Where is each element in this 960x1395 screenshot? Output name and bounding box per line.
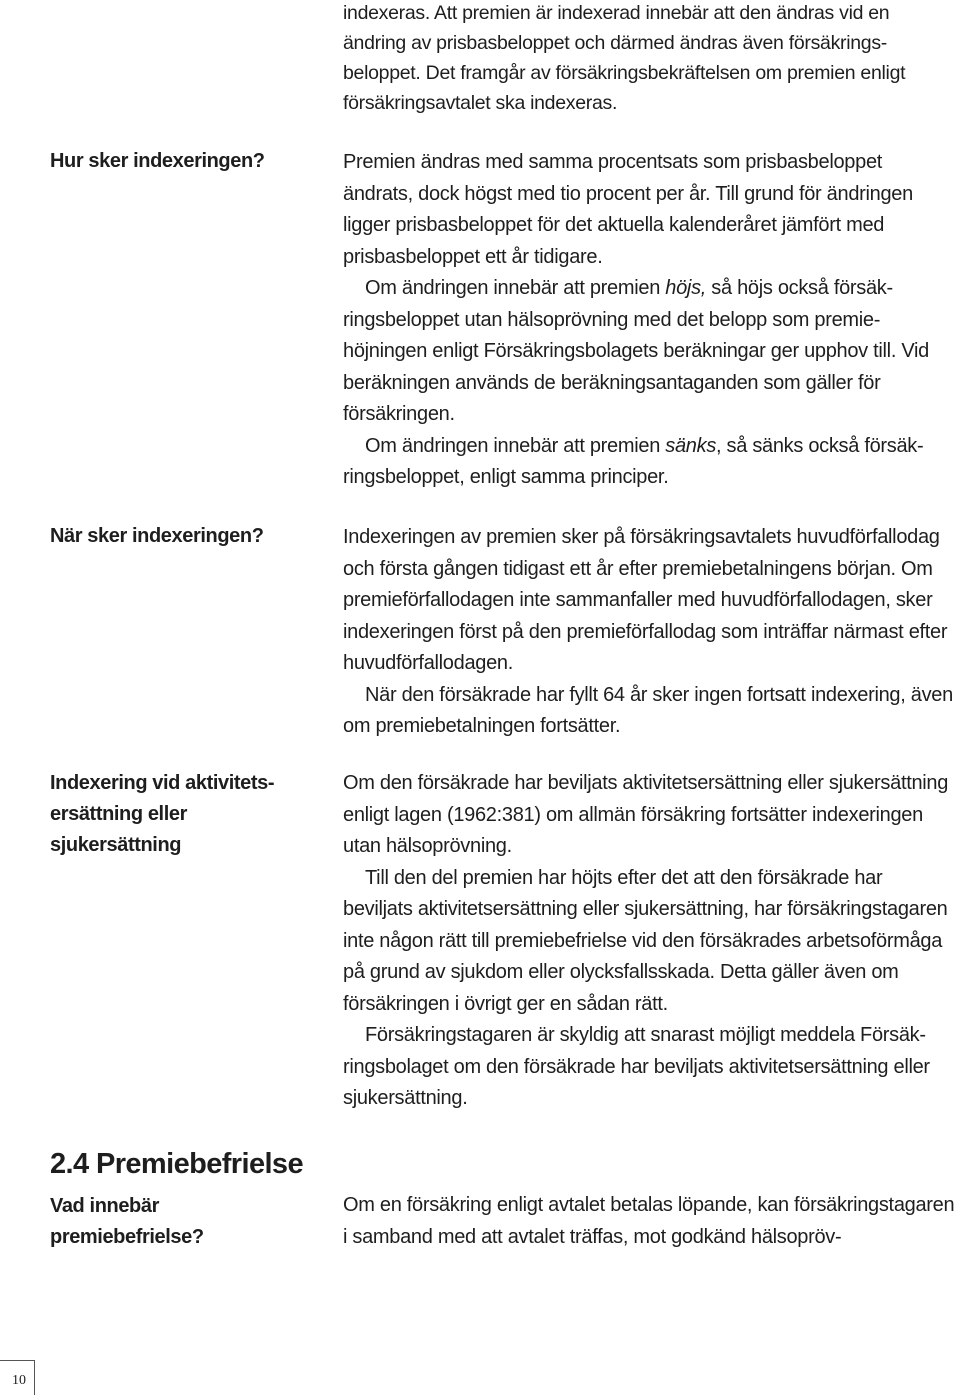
- intro-paragraph: indexeras. Att premien är indexerad innebär att den ändras vid en ändring av prisbasbeloppet och därmed ändras även försäkringsbeloppet. Det framgår av försäkringsbekräftelsen om premien enligt försäkringsavtalet ska indexeras.: [343, 2, 906, 114]
- how-indexing-paragraph-3: [343, 431, 955, 494]
- how-indexing-paragraph-2: [343, 273, 955, 431]
- premium-waiver-section-title: 2.4 Premiebefrielse: [50, 1148, 303, 1180]
- activity-paragraph-3: Försäkringstagaren är skyldig att snarast möjligt meddela Försäkringsbolaget om den försäkrade har beviljats aktivitetsersättning eller sjukersättning.: [343, 1024, 930, 1109]
- how-indexing-heading: Hur sker indexeringen?: [50, 150, 265, 172]
- how-p3-text-b: , så sänks också försäkringsbeloppet, enligt samma principer.: [343, 434, 924, 488]
- activity-compensation-body: [343, 768, 955, 1115]
- activity-paragraph-1: Om den försäkrade har beviljats aktivitetsersättning eller sjukersättning enligt lagen (1962:381) om allmän försäkring fortsätter indexeringen utan hälsoprövning.: [343, 772, 949, 857]
- how-p2-emphasis: höjs,: [665, 277, 707, 299]
- page-number: 10: [12, 1373, 26, 1388]
- premium-waiver-paragraph-1: Om en försäkring enligt avtalet betalas löpande, kan försäkringstagaren i samband med att avtalet träffas, mot godkänd hälsopröv-: [343, 1194, 955, 1248]
- when-indexing-paragraph-2: När den försäkrade har fyllt 64 år sker ingen fortsatt indexering, även om premiebetalningen fortsätter.: [343, 683, 953, 737]
- activity-compensation-heading: Indexering vid aktivitetsersättning eller sjukersättning: [50, 772, 275, 856]
- premium-waiver-body: [343, 1190, 955, 1253]
- how-p2-text-a: Om ändringen innebär att premien: [365, 277, 666, 299]
- intro-block: [343, 0, 955, 118]
- how-indexing-body: [343, 147, 955, 494]
- premium-waiver-heading: Vad innebär premiebefrielse?: [50, 1195, 204, 1248]
- how-p3-text-a: Om ändringen innebär att premien: [365, 434, 666, 457]
- how-p2-text-b: så höjs också försäkringsbeloppet utan hälsoprövning med det belopp som premiehöjningen enligt Försäkringsbolagets beräkningar ger upphov till. Vid beräkningen används de beräkningsantaganden som gäller för försäkringen.: [343, 277, 929, 425]
- when-indexing-heading: När sker indexeringen?: [50, 525, 264, 547]
- how-p3-emphasis: sänks: [665, 434, 717, 457]
- how-indexing-paragraph-1: Premien ändras med samma procentsats som prisbasbeloppet ändrats, dock högst med tio procent per år. Till grund för ändringen ligger prisbasbeloppet för det aktuella kalenderåret jämfört med prisbasbeloppet ett år tidigare.: [343, 151, 913, 268]
- when-indexing-body: [343, 522, 955, 743]
- activity-paragraph-2: Till den del premien har höjts efter det att den försäkrade har beviljats aktivitetsersättning eller sjukersättning, har försäkringstagaren inte någon rätt till premiebefrielse vid den försäkrades arbetsoförmåga på grund av sjukdom eller olycksfallsskada. Detta gäller även om försäkringen i övrigt ger en sådan rätt.: [343, 866, 948, 1015]
- when-indexing-paragraph-1: Indexeringen av premien sker på försäkringsavtalets huvudförfallodag och första gången tidigast ett år efter premiebetalningens början. Om premieförfallodagen inte sammanfaller med huvudförfallodagen, sker indexeringen först på den premieförfallodag som inträffar närmast efter huvudförfallodagen.: [343, 526, 948, 674]
